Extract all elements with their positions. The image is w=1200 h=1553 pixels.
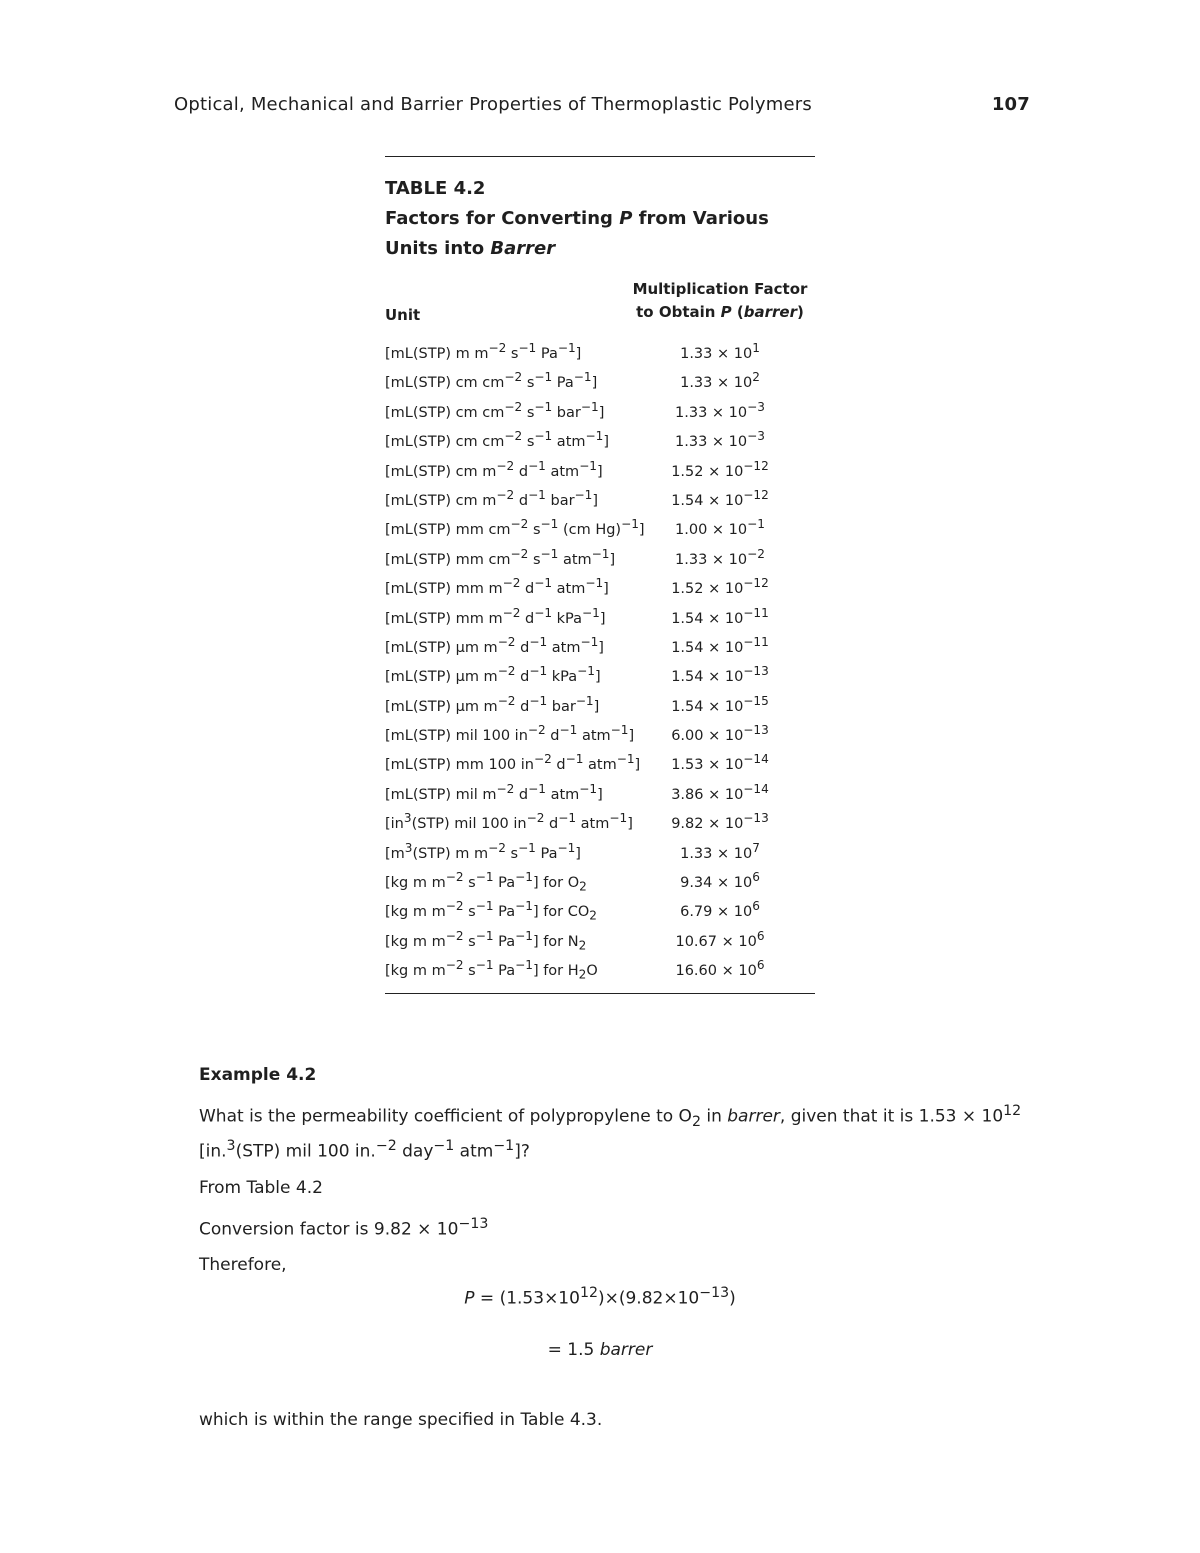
table-row [385,892,815,924]
factor-cell: $1.33 \times 10^{-3}$ [675,429,765,450]
factor-cell: $1.00 \times 10^{-1}$ [675,517,765,539]
table-column-headers [385,278,815,324]
unit-cell: [mL(STP) mm $m^{-2}$ $d^{-1}$ atm$^{-1}$] [385,576,609,597]
factor-header-line2: to Obtain P (barrer) [636,303,804,321]
example-4-2 [199,1063,1039,1289]
table-row [385,599,815,628]
unit-cell: [mL(STP) mm $m^{-2}$ $d^{-1}$ kPa$^{-1}$] [385,605,606,627]
column-header-factor [625,278,815,324]
factor-cell: $1.52 \times 10^{-12}$ [671,458,769,480]
table-row [385,745,815,774]
table-row [385,452,815,481]
table-row [385,334,815,363]
unit-cell: [mL(STP) m $m^{-2}$ $s^{-1}$ $Pa^{-1}$] [385,341,582,362]
table-row [385,422,815,451]
table-row [385,922,815,951]
unit-cell: [mL(STP) cm $m^{-2}$ $d^{-1}$ bar$^{-1}$] [385,487,599,509]
table-row [385,540,815,569]
factor-cell: $1.53 \times 10^{-14}$ [671,752,769,774]
factor-cell: $16.60 \times 10^6$ [675,958,765,980]
factor-cell: $3.86 \times 10^{-14}$ [671,781,769,803]
factor-header-symbol: P [720,303,732,321]
unit-cell: [mL(STP) cm $cm^{-2}$ $s^{-1}$ atm$^{-1}$] [385,429,609,450]
factor-cell: $1.52 \times 10^{-12}$ [671,576,769,597]
unit-cell: [mL(STP) mm 100 $in^{-2}$ $d^{-1}$ atm$^{-1}$] [385,752,641,774]
caption-unit: Barrer [490,238,556,259]
table-row [385,510,815,539]
factor-cell: $1.54 \times 10^{-11}$ [671,634,769,656]
table-row [385,863,815,892]
table-label: TABLE 4.2 [385,178,486,199]
table-row [385,716,815,745]
table-row [385,834,815,863]
caption-text-1: Factors for Converting [385,208,620,229]
factor-cell: $1.33 \times 10^{-3}$ [675,399,765,421]
factor-cell: $1.33 \times 10^1$ [680,341,760,362]
column-header-unit: Unit [385,306,421,324]
unit-cell: [kg m $m^{-2}$ $s^{-1}$ $Pa^{-1}$] for $O_2$ [385,870,587,894]
factor-header-unit: barrer [743,303,797,321]
table-row [385,804,815,833]
factor-header-line1: Multiplication Factor [632,280,808,298]
table-body [385,334,815,981]
factor-cell: $1.33 \times 10^2$ [680,370,760,392]
equation-line-2: = 1.5 barrer [547,1340,653,1360]
table-row [385,363,815,392]
factor-cell: $1.54 \times 10^{-12}$ [671,487,769,509]
factor-cell: $1.54 \times 10^{-13}$ [671,664,769,686]
unit-cell: [mL(STP) mil $m^{-2}$ $d^{-1}$ atm$^{-1}$] [385,781,603,803]
table-row [385,687,815,716]
factor-cell: $6.00 \times 10^{-13}$ [671,723,769,744]
table-row [385,569,815,598]
unit-cell: [$in^3(STP)$ mil 100 $in^{-2}$ $d^{-1}$ atm$^{-1}$] [385,811,633,833]
factor-cell: $1.54 \times 10^{-11}$ [671,605,769,627]
factor-cell: $9.82 \times 10^{-13}$ [671,811,769,833]
unit-cell: [kg m $m^{-2}$ $s^{-1}$ $Pa^{-1}$] for $N_2$ [385,928,587,953]
running-title: Optical, Mechanical and Barrier Properties of Thermoplastic Polymers [174,94,812,115]
factor-cell: $10.67 \times 10^6$ [675,928,765,950]
factor-header-prefix: to Obtain [636,303,721,321]
example-title: Example 4.2 [199,1065,317,1085]
example-step-3: Therefore, [199,1255,287,1276]
factor-cell: $1.33 \times 10^{-2}$ [675,546,765,568]
unit-cell: [mL(STP) µm $m^{-2}$ $d^{-1}$ kPa$^{-1}$] [385,664,601,686]
unit-cell: [mL(STP) cm $cm^{-2}$ $s^{-1}$ bar$^{-1}$] [385,399,605,421]
unit-cell: [mL(STP) mm $cm^{-2}$ $s^{-1}$ (cm Hg)$^{-1}$] [385,517,645,539]
caption-symbol: P [619,208,633,229]
example-question: What is the permeability coefficient of polypropylene to $O_2$ in barrer, given that it is $1.53 \times 10^{12}$ [in.$^3$(STP) mil 100 in.$^{-2}$ day$^{-1}$ atm$^{-1}$]? [199,1103,1022,1162]
table-caption [385,204,815,264]
unit-cell: [kg m $m^{-2}$ $s^{-1}$ $Pa^{-1}$] for $H_2O$ [385,958,598,982]
table-row [385,657,815,686]
factor-cell: $1.54 \times 10^{-15}$ [671,693,769,715]
table-row [385,481,815,510]
caption-text-2: from Various Units into [385,208,769,259]
unit-cell: [mL(STP) cm $cm^{-2}$ $s^{-1}$ $Pa^{-1}$] [385,370,598,392]
page-number: 107 [991,94,1030,115]
unit-cell: [mL(STP) mm $cm^{-2}$ $s^{-1}$ atm$^{-1}$] [385,546,616,568]
example-conclusion: which is within the range specified in Table 4.3. [199,1410,603,1430]
table-4-2 [385,156,815,994]
table-row [385,628,815,657]
unit-cell: [mL(STP) mil 100 $in^{-2}$ $d^{-1}$ atm$^{-1}$] [385,723,635,744]
table-row [385,951,815,980]
table-top-rule [385,156,815,157]
factor-cell: $1.33 \times 10^7$ [680,840,760,862]
table-bottom-rule [385,993,815,994]
table-row [385,393,815,422]
factor-cell: $9.34 \times 10^6$ [680,870,760,891]
unit-cell: [kg m $m^{-2}$ $s^{-1}$ $Pa^{-1}$] for $CO_2$ [385,899,597,924]
example-step-1: From Table 4.2 [199,1177,323,1198]
running-head [174,94,1030,120]
factor-cell: $6.79 \times 10^6$ [680,899,760,921]
table-row [385,775,815,804]
unit-cell: [$m^3(STP)$ m $m^{-2}$ $s^{-1}$ $Pa^{-1}$] [385,840,581,862]
equation-line-1: $P = (1.53\times 10^{12})\times(9.82\times 10^{-13})$ [464,1285,736,1309]
unit-cell: [mL(STP) µm $m^{-2}$ $d^{-1}$ atm$^{-1}$] [385,634,604,656]
unit-cell: [mL(STP) cm $m^{-2}$ $d^{-1}$ atm$^{-1}$] [385,458,603,480]
example-step-2: Conversion factor is $9.82 \times 10^{-13}$ [199,1215,489,1240]
unit-cell: [mL(STP) µm $m^{-2}$ $d^{-1}$ bar$^{-1}$] [385,693,600,715]
